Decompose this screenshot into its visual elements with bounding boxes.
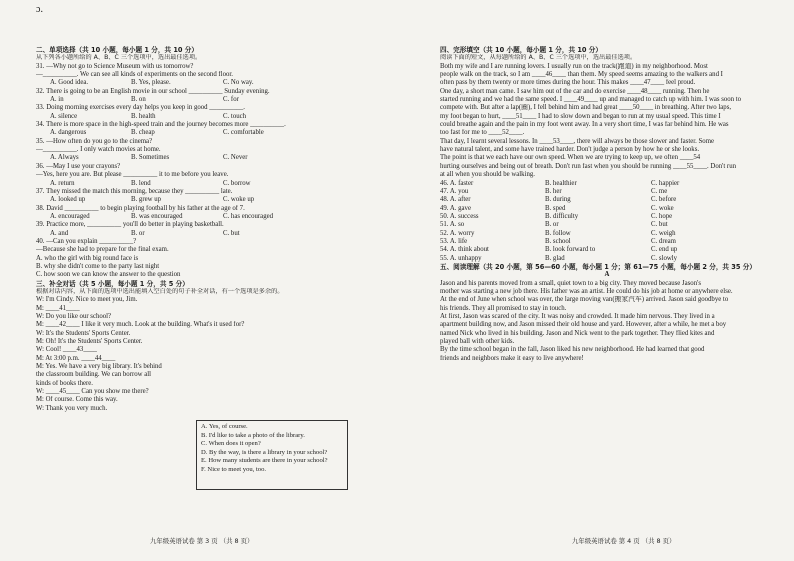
option-a: 51. A. so [440, 221, 465, 229]
question-40-option-c: C. how soon we can know the answer to the question [36, 271, 181, 279]
option-c: C. me [651, 187, 668, 195]
question-33: 33. Doing morning exercises every day helps you keep in good __________. [36, 104, 245, 112]
option-a: 53. A. life [440, 237, 468, 245]
dialogue-line: kinds of books there. [36, 379, 94, 387]
section3-instructions: 根据对话内容，从下面的选项中选出能填入空白处的句子补全对话，有一个选项是多余的。 [36, 287, 284, 295]
option-c: C. hope [651, 212, 673, 220]
option-b: B. glad [545, 254, 565, 262]
option-a: A. silence [50, 112, 78, 120]
option-a: 46. A. faster [440, 179, 474, 187]
reading-line: played ball with other kids. [440, 338, 515, 346]
question-35-options [36, 154, 404, 162]
option-b: B. Yes, please. [131, 79, 171, 87]
option-b: B. or [545, 221, 559, 229]
reading-line: apartment building now, and Jason missed their old house and yard. However, after a while, he met a boy [440, 321, 727, 329]
reading-line: At first, Jason was scared of the city. It was noisy and crowded. It made him nervous. They lived in a [440, 313, 715, 320]
reading-line: mother was starting a new job there. His father was an artist. He could do his job at home or anywhere else. [440, 287, 733, 295]
option-a: A. dangerous [50, 129, 87, 137]
option-c: C. slowly [651, 254, 678, 262]
question-40: 40. —Can you explain __________? [36, 237, 137, 245]
cloze-options-50 [440, 213, 774, 221]
option-b: B. was encouraged [131, 212, 183, 220]
question-34: 34. There is more space in the high-speed train and the journey becomes more __________. [36, 121, 286, 129]
option-c: C. No way. [223, 79, 254, 87]
section2-title: 二、单项选择（共 10 小题，每小题 1 分，共 10 分） [36, 46, 198, 54]
reading-line: At the end of June when school was over, the large moving van(搬家汽车) arrived. Jason said goodbye to [440, 296, 729, 304]
option-c: C. but [651, 221, 668, 229]
question-31-options [36, 79, 404, 87]
dialogue-line: W: Cool! ____43____ [36, 346, 97, 354]
cloze-line: One day, a short man came. I saw him out of the car and do exercise ____48____ running. Then he [440, 87, 710, 95]
cloze-line: started running and we had the same speed. I ____49____ up and managed to catch up with him. I was soon to [440, 96, 742, 104]
option-c: C. dream [651, 237, 676, 245]
question-40-line2: —Because she had to prepare for the final exam. [36, 246, 169, 254]
option-b: B. health [131, 112, 156, 120]
option-b: B. her [545, 187, 562, 195]
question-34-options [36, 129, 404, 137]
box-option-d: D. By the way, is there a library in your school? [201, 448, 328, 456]
cloze-line: people walk on the track, so I am ____46____ than them. My speed seems amazing to the walkers and I [440, 71, 723, 79]
section2-instructions: 从下列各小题所给的 A、B、C 三个选项中，选出最佳选项。 [36, 54, 202, 62]
question-36: 36. —May I use your crayons? [36, 162, 121, 170]
box-option-f: F. Nice to meet you, too. [201, 465, 267, 473]
option-b: B. healthier [545, 179, 577, 187]
question-37: 37. They missed the match this morning, because they __________ late. [36, 187, 233, 195]
option-b: B. Sometimes [131, 154, 170, 162]
dialogue-line: M: ____41____ [36, 304, 80, 312]
option-a: 50. A. success [440, 212, 479, 220]
dialogue-line: M: Oh! It's the Students' Sports Center. [36, 338, 143, 346]
cloze-options-51 [440, 221, 774, 229]
question-31-line2: —__________. We can see all kinds of experiments on the second floor. [36, 71, 233, 79]
reading-line: his friends. They all promised to stay in touch. [440, 304, 567, 312]
cloze-line: often pass by them twenty or more times during the hour. This makes ____47____ feel proud. [440, 79, 696, 87]
cloze-options-46 [440, 180, 774, 188]
dialogue-line: W: Thank you very much. [36, 404, 108, 412]
cloze-line: could breathe again and the pain in my foot went away. In a very short time, I was far behind him. He was [440, 121, 729, 129]
option-c: C. borrow [223, 179, 251, 187]
box-option-b: B. I'd like to take a photo of the library. [201, 431, 305, 439]
option-c: C. end up [651, 246, 678, 254]
dialogue-options-box [196, 420, 348, 490]
question-38-options [36, 213, 404, 221]
dialogue-line: M: Of course. Come this way. [36, 396, 118, 404]
cloze-options-48 [440, 196, 774, 204]
reading-line: By the time school began in the fall, Jason liked his new neighborhood. He had learned that good [440, 346, 705, 354]
option-c: C. for [223, 96, 239, 104]
option-c: C. has encouraged [223, 212, 274, 220]
question-35: 35. —How often do you go to the cinema? [36, 137, 153, 145]
dialogue-line: W: I'm Cindy. Nice to meet you, Jim. [36, 296, 138, 304]
dialogue-line: M: ____42____ I like it very much. Look at the building. What's it used for? [36, 321, 245, 329]
question-36-options [36, 180, 404, 188]
dialogue-line: M: At 3:00 p.m. ____44____ [36, 354, 116, 362]
section3-title: 三、补全对话（共 5 小题，每小题 1 分，共 5 分） [36, 279, 189, 288]
reading-line: Jason and his parents moved from a small, quiet town to a big city. They moved because Jason's [440, 279, 701, 287]
cloze-line: too fast for me to ____52____. [440, 129, 525, 137]
question-39: 39. Practice more, __________ you'll do better in playing basketball. [36, 221, 224, 229]
option-b: B. difficulty [545, 212, 579, 220]
section5-title: 五、阅读理解（共 20 小题，第 56—60 小题，每小题 1 分；第 61—75 小题，每小题 2 分，共 35 分） [440, 262, 756, 271]
dialogue-line: W: It's the Students' Sports Center. [36, 329, 131, 337]
page-corner-mark: ɔ. [36, 4, 43, 15]
section4-instructions: 阅读下面的短文，从每题所给的 A、B、C 三个选项中，选出最佳选项。 [440, 54, 637, 62]
option-a: A. return [50, 179, 75, 187]
left-page [36, 46, 404, 413]
dialogue-line: M: Yes. We have a very big library. It's behind [36, 363, 162, 371]
option-a: 54. A. think about [440, 246, 489, 254]
option-a: A. looked up [50, 196, 86, 204]
option-b: B. lend [131, 179, 151, 187]
cloze-line: The point is that we each have our own speed. When we are trying to keep up, we often ____54 [440, 154, 701, 162]
cloze-line: Both my wife and I are running lovers. I usually run on the track(跑道) in my neighborhood. Most [440, 62, 708, 70]
question-35-line2: —__________. I only watch movies at home. [36, 146, 161, 154]
option-c: C. comfortable [223, 129, 264, 137]
option-a: 55. A. unhappy [440, 254, 482, 262]
cloze-options-52 [440, 230, 774, 238]
option-b: B. during [545, 196, 571, 204]
left-page-footer: 九年级英语试卷 第 3 页 （共 8 页） [150, 537, 254, 545]
option-b: B. follow [545, 229, 571, 237]
question-32: 32. There is going to be an English movie in our school __________ Sunday evening. [36, 87, 270, 95]
option-a: 48. A. after [440, 196, 471, 204]
cloze-line: at all when you should be walking. [440, 171, 535, 179]
option-a: 49. A. gave [440, 204, 471, 212]
option-c: C. weigh [651, 229, 676, 237]
question-37-options [36, 196, 404, 204]
section4-title: 四、完形填空（共 10 小题，每小题 1 分，共 10 分） [440, 46, 602, 54]
cloze-options-49 [440, 205, 774, 213]
option-b: B. cheap [131, 129, 155, 137]
cloze-options-54 [440, 246, 774, 254]
option-b: B. look forward to [545, 246, 596, 254]
cloze-options-47 [440, 188, 774, 196]
box-option-e: E. How many students are there in your school? [201, 457, 328, 465]
option-b: B. school [545, 237, 571, 245]
cloze-line: compete with. But after a lap(圈), I fell behind him and had great ____50____ in breathing. After two laps, [440, 104, 732, 112]
question-40-option-b: B. why she didn't come to the party last night [36, 262, 160, 270]
option-a: A. in [50, 96, 64, 104]
question-39-options [36, 230, 404, 238]
question-33-options [36, 113, 404, 121]
option-c: C. woke [651, 204, 674, 212]
cloze-line: That day, I learnt several lessons. In ____53____, there will always be those slower and faster. Some [440, 137, 715, 145]
option-b: B. or [131, 229, 145, 237]
option-a: 52. A. worry [440, 229, 475, 237]
box-option-a: A. Yes, of course. [201, 423, 248, 430]
box-option-c: C. When does it open? [201, 440, 261, 448]
passage-a-label: A [604, 271, 610, 279]
dialogue-line: the classroom building. We can borrow all [36, 371, 152, 379]
dialogue-line: W: Do you like our school? [36, 313, 112, 320]
right-page [440, 46, 774, 363]
option-a: A. encouraged [50, 212, 90, 220]
cloze-options-55 [440, 255, 774, 263]
option-c: C. Never [223, 154, 248, 162]
option-a: A. and [50, 229, 69, 237]
option-b: B. sped [545, 204, 566, 212]
option-b: B. grew up [131, 196, 162, 204]
option-a: A. Good idea. [50, 79, 89, 87]
question-40-option-a: A. who the girl with big round face is [36, 254, 139, 262]
option-a: A. Always [50, 154, 79, 162]
option-c: C. touch [223, 112, 247, 120]
option-a: 47. A. you [440, 187, 469, 195]
option-c: C. woke up [223, 196, 255, 204]
reading-line: named Nick who lived in his building. Jason and Nick went to the park together. They flied kites and [440, 329, 715, 337]
question-38: 38. David __________ to begin playing football by his father at the age of 7. [36, 204, 245, 212]
question-31: 31. —Why not go to Science Museum with us tomorrow? [36, 62, 194, 70]
question-32-options [36, 96, 404, 104]
option-c: C. but [223, 229, 240, 237]
option-c: C. happier [651, 179, 680, 187]
cloze-line: my foot began to hurt, ____51____ I had to slow down and began to run at my usual speed. This time I [440, 112, 721, 120]
cloze-line: hurting ourselves and being out of breath. Don't run fast when you should be running ____55____. Don't run [440, 162, 736, 170]
question-36-line2: —Yes, here you are. But please __________ it to me before you leave. [36, 171, 229, 179]
dialogue-line: W: ____45____ Can you show me there? [36, 388, 149, 396]
cloze-options-53 [440, 238, 774, 246]
option-c: C. before [651, 196, 677, 204]
option-b: B. on [131, 96, 146, 104]
right-page-footer: 九年级英语试卷 第 4 页 （共 8 页） [572, 537, 676, 545]
cloze-line: have natural talent, and some have trained harder. Don't judge a person by how he or she looks. [440, 146, 700, 154]
reading-line: friends and neighbors make it easy to live anywhere! [440, 354, 584, 362]
